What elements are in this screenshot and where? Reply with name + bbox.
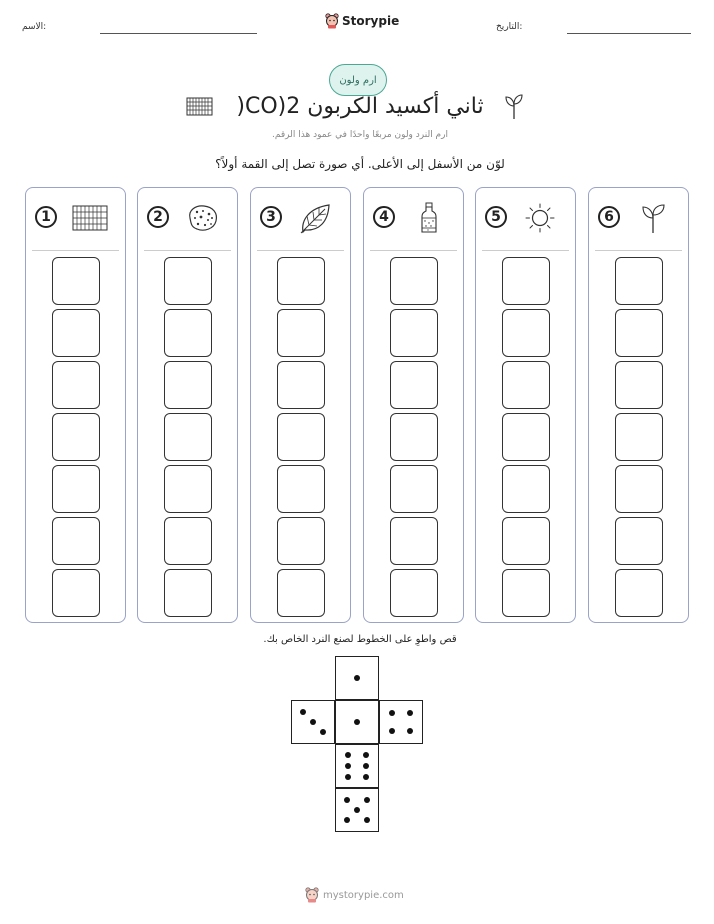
- column-divider: [370, 250, 457, 251]
- sprout-icon: [633, 202, 673, 234]
- column-divider: [595, 250, 682, 251]
- die-face-6: [335, 744, 379, 788]
- die-face-5: [335, 788, 379, 832]
- grid-icon: [186, 97, 213, 116]
- footer-url[interactable]: mystorypie.com: [323, 889, 404, 901]
- column-number: 5: [485, 206, 507, 228]
- color-square[interactable]: [390, 413, 438, 461]
- die-pip: [364, 817, 370, 823]
- column-number: 1: [35, 206, 57, 228]
- die-pip: [363, 774, 369, 780]
- die-pip: [344, 797, 350, 803]
- column-divider: [257, 250, 344, 251]
- color-square[interactable]: [502, 465, 550, 513]
- color-square[interactable]: [164, 517, 212, 565]
- die-face-4: [379, 700, 423, 744]
- die-pip: [320, 729, 326, 735]
- die-pip: [364, 797, 370, 803]
- color-square[interactable]: [502, 309, 550, 357]
- column-5: [475, 187, 576, 623]
- color-square[interactable]: [164, 361, 212, 409]
- color-square[interactable]: [52, 517, 100, 565]
- name-line[interactable]: [100, 33, 257, 34]
- leaf-icon: [295, 202, 335, 234]
- die-pip: [345, 752, 351, 758]
- dice-net: [291, 656, 425, 836]
- color-square[interactable]: [164, 465, 212, 513]
- color-square[interactable]: [390, 361, 438, 409]
- color-square[interactable]: [502, 569, 550, 617]
- color-square[interactable]: [277, 361, 325, 409]
- footer: [305, 887, 404, 903]
- color-square[interactable]: [615, 309, 663, 357]
- bottle-icon: [408, 202, 448, 234]
- die-pip: [407, 728, 413, 734]
- bear-logo-icon: [325, 13, 339, 29]
- column-2: [137, 187, 238, 623]
- page-title: ثاني أكسيد الكربون CO)2(: [236, 94, 484, 119]
- brand-logo: [325, 13, 399, 29]
- column-number: 3: [260, 206, 282, 228]
- die-pip: [389, 710, 395, 716]
- color-square[interactable]: [164, 309, 212, 357]
- color-square[interactable]: [615, 361, 663, 409]
- column-divider: [32, 250, 119, 251]
- date-label: التاريخ:: [496, 22, 523, 32]
- column-divider: [144, 250, 231, 251]
- color-square[interactable]: [277, 413, 325, 461]
- die-face-1: [335, 656, 379, 700]
- die-pip: [354, 719, 360, 725]
- column-number: 6: [598, 206, 620, 228]
- die-pip: [310, 719, 316, 725]
- color-square[interactable]: [615, 569, 663, 617]
- color-square[interactable]: [502, 413, 550, 461]
- die-pip: [345, 774, 351, 780]
- subtitle: ارم النرد ولون مربعًا واحدًا في عمود هذا الرقم.: [272, 130, 448, 140]
- column-3: [250, 187, 351, 623]
- color-square[interactable]: [164, 569, 212, 617]
- color-square[interactable]: [615, 413, 663, 461]
- die-pip: [354, 675, 360, 681]
- color-square[interactable]: [390, 569, 438, 617]
- bear-logo-icon: [305, 887, 319, 903]
- color-square[interactable]: [615, 517, 663, 565]
- die-pip: [344, 817, 350, 823]
- die-pip: [345, 763, 351, 769]
- rock-icon: [182, 202, 222, 234]
- color-square[interactable]: [164, 257, 212, 305]
- activity-badge: ارم ولون: [329, 64, 387, 96]
- color-square[interactable]: [390, 517, 438, 565]
- column-6: [588, 187, 689, 623]
- color-square[interactable]: [52, 309, 100, 357]
- die-pip: [363, 763, 369, 769]
- color-square[interactable]: [277, 309, 325, 357]
- column-number: 2: [147, 206, 169, 228]
- die-face-3: [291, 700, 335, 744]
- color-square[interactable]: [277, 569, 325, 617]
- sun-icon: [520, 202, 560, 234]
- color-square[interactable]: [52, 465, 100, 513]
- color-square[interactable]: [615, 257, 663, 305]
- color-square[interactable]: [502, 257, 550, 305]
- color-square[interactable]: [502, 517, 550, 565]
- column-number: 4: [373, 206, 395, 228]
- color-square[interactable]: [52, 361, 100, 409]
- color-square[interactable]: [52, 569, 100, 617]
- name-label: الاسم:: [22, 22, 47, 32]
- sprout-icon: [503, 92, 525, 120]
- die-pip: [389, 728, 395, 734]
- color-square[interactable]: [52, 413, 100, 461]
- die-pip: [354, 807, 360, 813]
- die-pip: [300, 709, 306, 715]
- color-square[interactable]: [390, 257, 438, 305]
- color-square[interactable]: [390, 465, 438, 513]
- brand-name: Storypie: [342, 14, 400, 28]
- column-4: [363, 187, 464, 623]
- date-line[interactable]: [567, 33, 691, 34]
- die-face-1: [335, 700, 379, 744]
- column-divider: [482, 250, 569, 251]
- grid-icon: [70, 202, 110, 234]
- die-pip: [407, 710, 413, 716]
- cut-instruction: قص واطوِ على الخطوط لصنع النرد الخاص بك.: [263, 634, 457, 645]
- color-square[interactable]: [502, 361, 550, 409]
- color-square[interactable]: [277, 257, 325, 305]
- instruction: لوّن من الأسفل إلى الأعلى. أي صورة تصل إلى القمة أولاً؟: [215, 157, 505, 171]
- column-1: [25, 187, 126, 623]
- color-square[interactable]: [277, 517, 325, 565]
- color-square[interactable]: [390, 309, 438, 357]
- color-square[interactable]: [52, 257, 100, 305]
- color-square[interactable]: [277, 465, 325, 513]
- color-square[interactable]: [164, 413, 212, 461]
- color-square[interactable]: [615, 465, 663, 513]
- die-pip: [363, 752, 369, 758]
